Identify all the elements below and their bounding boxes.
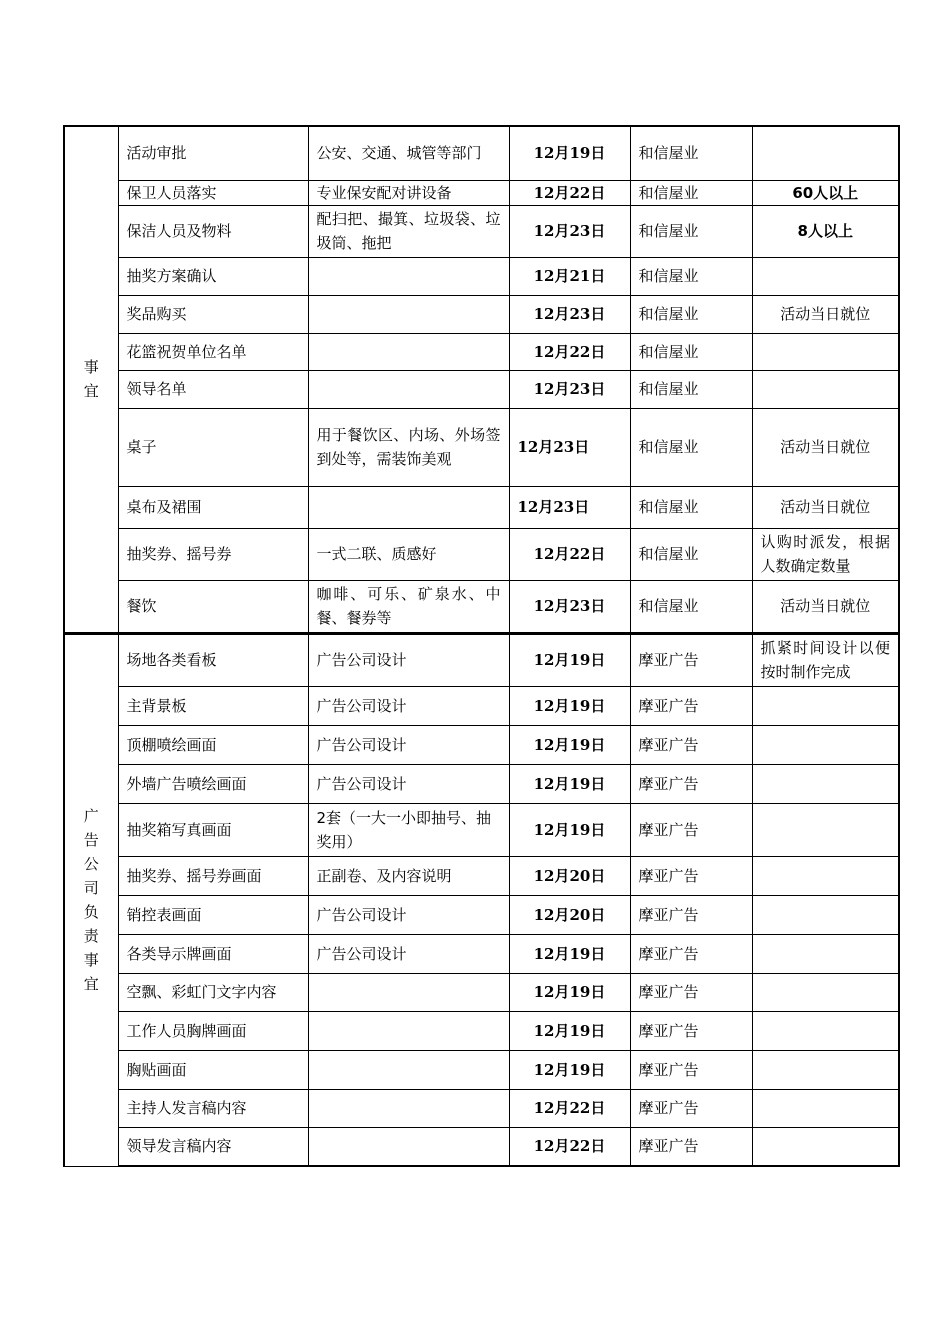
owner-cell: 摩亚广告: [630, 725, 752, 764]
note-cell: 认购时派发，根据人数确定数量: [752, 528, 899, 580]
owner-cell: 摩亚广告: [630, 1050, 752, 1089]
desc-cell: 广告公司设计: [308, 764, 509, 803]
note-cell: [752, 257, 899, 295]
table-row: [64, 528, 899, 580]
desc-cell: [308, 1089, 509, 1127]
note-cell: [752, 725, 899, 764]
table-row: [64, 408, 899, 486]
item-cell: 主持人发言稿内容: [118, 1089, 308, 1127]
table-row: [64, 580, 899, 633]
note-cell: 活动当日就位: [752, 486, 899, 528]
date-cell: 12月22日: [509, 333, 630, 370]
date-cell: 12月19日: [509, 633, 630, 686]
owner-cell: 摩亚广告: [630, 973, 752, 1011]
date-cell: 12月19日: [509, 934, 630, 973]
desc-cell: 咖啡、可乐、矿泉水、中餐、餐券等: [308, 580, 509, 633]
item-cell: 桌子: [118, 408, 308, 486]
note-cell: [752, 1127, 899, 1166]
desc-cell: 专业保安配对讲设备: [308, 180, 509, 205]
note-cell: 活动当日就位: [752, 580, 899, 633]
item-cell: 主背景板: [118, 686, 308, 725]
owner-cell: 摩亚广告: [630, 1011, 752, 1050]
note-cell: [752, 895, 899, 934]
note-cell: 60人以上: [752, 180, 899, 205]
note-cell: 活动当日就位: [752, 408, 899, 486]
owner-cell: 摩亚广告: [630, 934, 752, 973]
item-cell: 工作人员胸牌画面: [118, 1011, 308, 1050]
desc-cell: [308, 333, 509, 370]
owner-cell: 和信屋业: [630, 408, 752, 486]
owner-cell: 和信屋业: [630, 370, 752, 408]
desc-cell: [308, 1050, 509, 1089]
item-cell: 桌布及裙围: [118, 486, 308, 528]
task-table: [63, 125, 900, 1167]
date-cell: 12月19日: [509, 803, 630, 856]
owner-cell: 和信屋业: [630, 180, 752, 205]
table-row: [64, 180, 899, 205]
item-cell: 各类导示牌画面: [118, 934, 308, 973]
desc-cell: 广告公司设计: [308, 725, 509, 764]
desc-cell: 广告公司设计: [308, 934, 509, 973]
date-cell: 12月23日: [509, 205, 630, 257]
table-row: [64, 934, 899, 973]
owner-cell: 摩亚广告: [630, 803, 752, 856]
owner-cell: 摩亚广告: [630, 764, 752, 803]
date-cell: 12月22日: [509, 528, 630, 580]
owner-cell: 和信屋业: [630, 295, 752, 333]
owner-cell: 摩亚广告: [630, 856, 752, 895]
desc-cell: 用于餐饮区、内场、外场签到处等，需装饰美观: [308, 408, 509, 486]
note-cell: [752, 764, 899, 803]
date-cell: 12月19日: [509, 686, 630, 725]
note-cell: [752, 934, 899, 973]
desc-cell: 公安、交通、城管等部门: [308, 126, 509, 180]
date-cell: 12月19日: [509, 973, 630, 1011]
table-row: [64, 725, 899, 764]
owner-cell: 摩亚广告: [630, 1089, 752, 1127]
item-cell: 领导发言稿内容: [118, 1127, 308, 1166]
owner-cell: 和信屋业: [630, 126, 752, 180]
table-row: [64, 973, 899, 1011]
desc-cell: 配扫把、撮箕、垃圾袋、垃圾筒、拖把: [308, 205, 509, 257]
desc-cell: 广告公司设计: [308, 633, 509, 686]
table-row: [64, 856, 899, 895]
owner-cell: 和信屋业: [630, 257, 752, 295]
owner-cell: 和信屋业: [630, 486, 752, 528]
desc-cell: [308, 486, 509, 528]
desc-cell: 一式二联、质感好: [308, 528, 509, 580]
owner-cell: 摩亚广告: [630, 686, 752, 725]
owner-cell: 摩亚广告: [630, 633, 752, 686]
owner-cell: 和信屋业: [630, 580, 752, 633]
table-row: [64, 1127, 899, 1166]
date-cell: 12月19日: [509, 1011, 630, 1050]
item-cell: 抽奖券、摇号券: [118, 528, 308, 580]
note-cell: [752, 686, 899, 725]
table-row: [64, 257, 899, 295]
table-row: [64, 803, 899, 856]
date-cell: 12月22日: [509, 1127, 630, 1166]
table-row: [64, 633, 899, 686]
owner-cell: 和信屋业: [630, 205, 752, 257]
item-cell: 场地各类看板: [118, 633, 308, 686]
table-row: [64, 895, 899, 934]
date-cell: 12月23日: [509, 486, 630, 528]
owner-cell: 和信屋业: [630, 333, 752, 370]
date-cell: 12月23日: [509, 370, 630, 408]
section-label: 事宜: [83, 358, 99, 401]
item-cell: 保洁人员及物料: [118, 205, 308, 257]
note-cell: [752, 1089, 899, 1127]
date-cell: 12月23日: [509, 580, 630, 633]
table-row: [64, 764, 899, 803]
date-cell: 12月19日: [509, 764, 630, 803]
date-cell: 12月21日: [509, 257, 630, 295]
item-cell: 花篮祝贺单位名单: [118, 333, 308, 370]
item-cell: 抽奖箱写真画面: [118, 803, 308, 856]
section-label-cell: [64, 126, 118, 633]
note-cell: 抓紧时间设计以便按时制作完成: [752, 633, 899, 686]
date-cell: 12月20日: [509, 856, 630, 895]
item-cell: 抽奖方案确认: [118, 257, 308, 295]
table-row: [64, 205, 899, 257]
desc-cell: 广告公司设计: [308, 895, 509, 934]
item-cell: 销控表画面: [118, 895, 308, 934]
item-cell: 活动审批: [118, 126, 308, 180]
desc-cell: [308, 973, 509, 1011]
section-label-cell: [64, 633, 118, 1166]
section-label: 广告公司负责事宜: [83, 807, 99, 993]
desc-cell: 2套（一大一小即抽号、抽奖用）: [308, 803, 509, 856]
item-cell: 保卫人员落实: [118, 180, 308, 205]
desc-cell: 广告公司设计: [308, 686, 509, 725]
item-cell: 空飘、彩虹门文字内容: [118, 973, 308, 1011]
desc-cell: [308, 370, 509, 408]
desc-cell: [308, 1127, 509, 1166]
item-cell: 抽奖券、摇号券画面: [118, 856, 308, 895]
note-cell: [752, 370, 899, 408]
desc-cell: [308, 295, 509, 333]
item-cell: 外墙广告喷绘画面: [118, 764, 308, 803]
owner-cell: 摩亚广告: [630, 1127, 752, 1166]
date-cell: 12月23日: [509, 408, 630, 486]
note-cell: [752, 1011, 899, 1050]
item-cell: 顶棚喷绘画面: [118, 725, 308, 764]
desc-cell: 正副卷、及内容说明: [308, 856, 509, 895]
table-row: [64, 486, 899, 528]
note-cell: 活动当日就位: [752, 295, 899, 333]
date-cell: 12月22日: [509, 1089, 630, 1127]
owner-cell: 和信屋业: [630, 528, 752, 580]
table-row: [64, 1011, 899, 1050]
note-cell: [752, 1050, 899, 1089]
table-row: [64, 295, 899, 333]
owner-cell: 摩亚广告: [630, 895, 752, 934]
table-row: [64, 333, 899, 370]
item-cell: 餐饮: [118, 580, 308, 633]
note-cell: [752, 856, 899, 895]
note-cell: [752, 973, 899, 1011]
table-row: [64, 1050, 899, 1089]
note-cell: [752, 333, 899, 370]
table-row: [64, 1089, 899, 1127]
item-cell: 奖品购买: [118, 295, 308, 333]
date-cell: 12月19日: [509, 725, 630, 764]
desc-cell: [308, 257, 509, 295]
desc-cell: [308, 1011, 509, 1050]
note-cell: [752, 126, 899, 180]
item-cell: 胸贴画面: [118, 1050, 308, 1089]
table-row: [64, 370, 899, 408]
date-cell: 12月19日: [509, 1050, 630, 1089]
date-cell: 12月23日: [509, 295, 630, 333]
note-cell: [752, 803, 899, 856]
table-row: [64, 686, 899, 725]
table-row: [64, 126, 899, 180]
date-cell: 12月20日: [509, 895, 630, 934]
date-cell: 12月22日: [509, 180, 630, 205]
note-cell: 8人以上: [752, 205, 899, 257]
item-cell: 领导名单: [118, 370, 308, 408]
date-cell: 12月19日: [509, 126, 630, 180]
